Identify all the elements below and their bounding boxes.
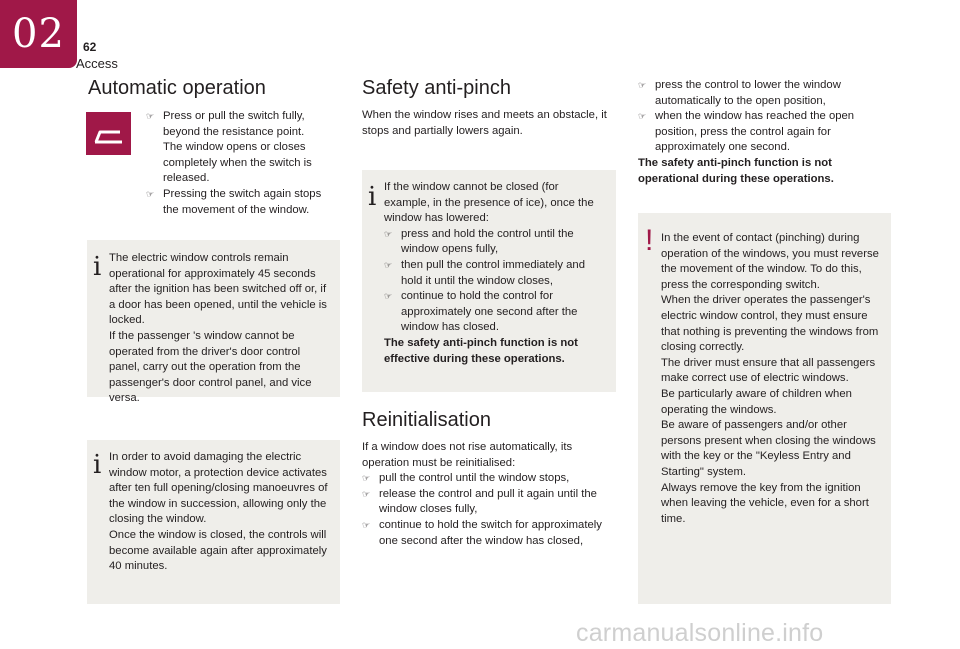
- chapter-tab: [0, 0, 77, 68]
- list-item: ☞ when the window has reached the open position, press the control again for approximately one second.: [638, 109, 888, 156]
- section-label: Access: [76, 56, 118, 71]
- automatic-operation-title: Automatic operation: [88, 77, 266, 99]
- reinitialisation-continued: [638, 78, 888, 187]
- info-icon: i: [93, 252, 102, 282]
- list-item: ☞ press the control to lower the window automatically to the open position,: [638, 78, 888, 109]
- bold-note: The safety anti-pinch function is not effective during these operations.: [384, 336, 578, 365]
- paragraph: When the driver operates the passenger's electric window control, they must ensure that nothing is preventing the windows from closing correctly.: [661, 294, 879, 354]
- paragraph: If a window does not rise automatically, its operation must be reinitialised:: [362, 441, 573, 469]
- safety-antipinch-title: Safety anti-pinch: [362, 77, 511, 99]
- list-item: ☞ continue to hold the control for approximately one second after the window has closed.: [384, 289, 606, 336]
- paragraph: Once the window is closed, the controls will become available again after approximately 40 minutes.: [109, 528, 327, 573]
- list-item: ☞ pull the control until the window stops,: [362, 471, 618, 487]
- info-text-timer: [109, 251, 334, 407]
- info-text-protection: [109, 450, 334, 575]
- list-item: ☞ Press or pull the switch fully, beyond the resistance point. The window opens or closes completely when the switch is released.: [146, 109, 326, 187]
- warning-icon: !: [645, 224, 654, 257]
- info-icon: i: [93, 450, 102, 480]
- list-item: ☞ then pull the control immediately and hold it until the window closes,: [384, 258, 606, 289]
- watermark: carmanualsonline.info: [576, 619, 824, 647]
- reinitialisation-body: [362, 440, 618, 549]
- paragraph: If the passenger 's window cannot be operated from the driver's door control panel, carry out the operation from the passenger's door control panel, and vice versa.: [109, 329, 312, 405]
- chapter-number: 02: [12, 11, 65, 57]
- reinitialisation-title: Reinitialisation: [362, 409, 491, 431]
- list-item: ☞ Pressing the switch again stops the movement of the window.: [146, 187, 326, 218]
- warning-text: [661, 231, 886, 527]
- info-icon: i: [368, 182, 377, 212]
- bold-note: The safety anti-pinch function is not operational during these operations.: [638, 156, 834, 185]
- safety-antipinch-intro: When the window rises and meets an obstacle, it stops and partially lowers again.: [362, 109, 607, 137]
- list-item: ☞ continue to hold the switch for approximately one second after the window has closed,: [362, 518, 618, 549]
- window-switch-icon: [86, 112, 131, 155]
- paragraph: Always remove the key from the ignition when leaving the vehicle, even for a short time.: [661, 481, 869, 525]
- list-item: ☞ release the control and pull it again until the window closes fully,: [362, 487, 618, 518]
- list-item: ☞ press and hold the control until the window opens fully,: [384, 227, 606, 258]
- automatic-operation-steps: [146, 109, 326, 218]
- paragraph: The driver must ensure that all passengers make correct use of electric windows.: [661, 356, 876, 385]
- paragraph: In the event of contact (pinching) during operation of the windows, you must reverse the movement of the window. To do this, press the corresponding switch.: [661, 232, 879, 291]
- page-number: 62: [83, 40, 97, 54]
- paragraph: In order to avoid damaging the electric window motor, a protection device activates after ten full opening/closing manoeuvres of the window in succession, allowing only the closing the window.: [109, 451, 328, 526]
- paragraph: Be aware of passengers and/or other persons present when closing the windows with the key or the "Keyless Entry and Starting" system.: [661, 419, 876, 478]
- paragraph: If the window cannot be closed (for example, in the presence of ice), once the window has lowered:: [384, 181, 594, 225]
- paragraph: The electric window controls remain operational for approximately 45 seconds after the ignition has been switched off or, if a door has been opened, until the vehicle is locked.: [109, 252, 327, 327]
- paragraph: Be particularly aware of children when operating the windows.: [661, 387, 852, 416]
- info-text-antipinch: [384, 180, 606, 367]
